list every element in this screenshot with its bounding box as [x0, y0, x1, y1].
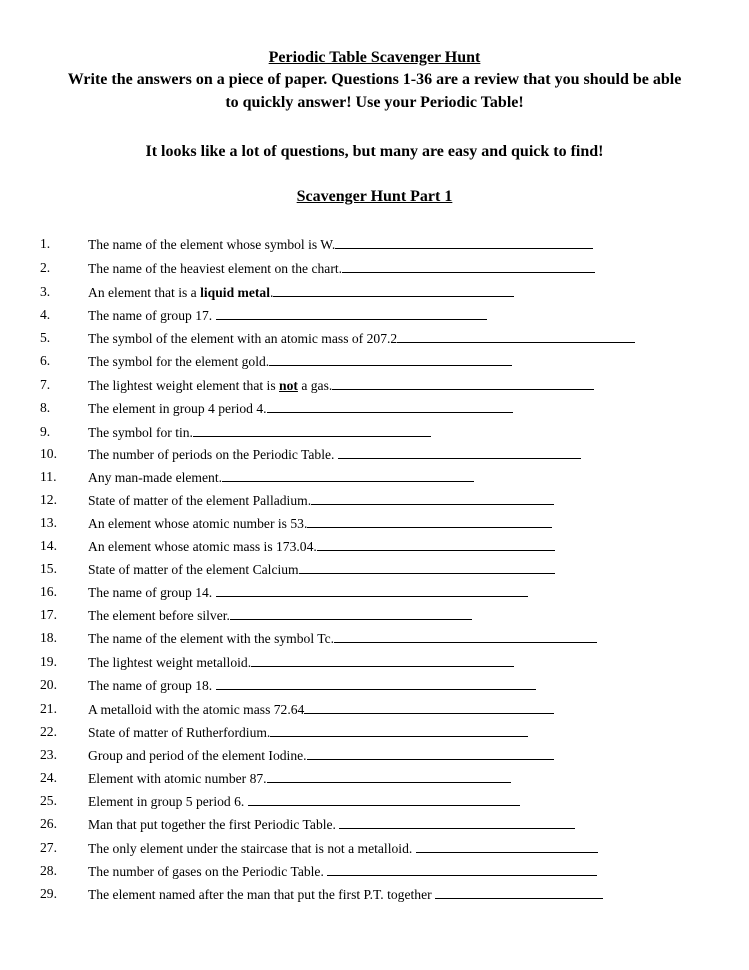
- question-text: The element in group 4 period 4.: [88, 401, 267, 416]
- question-text: The element before silver.: [88, 608, 230, 623]
- question-text: The only element under the staircase that is not a metalloid.: [88, 841, 416, 856]
- question-text: The symbol for the element gold.: [88, 354, 270, 369]
- question-body: [88, 793, 520, 810]
- answer-blank[interactable]: [339, 816, 575, 829]
- answer-blank[interactable]: [269, 353, 512, 366]
- answer-blank[interactable]: [416, 840, 598, 853]
- answer-blank[interactable]: [397, 330, 635, 343]
- question-body: [88, 469, 474, 486]
- question-body: [88, 330, 635, 347]
- question-text: Group and period of the element Iodine.: [88, 748, 307, 763]
- answer-blank[interactable]: [435, 886, 603, 899]
- question-body: [88, 677, 536, 694]
- question-number: 13.: [40, 515, 57, 530]
- title-text: Periodic Table Scavenger Hunt: [268, 49, 481, 66]
- question-body: [88, 747, 554, 764]
- question-number: 17.: [40, 607, 57, 622]
- question-number: 9.: [40, 424, 51, 439]
- question-text: Element with atomic number 87.: [88, 771, 267, 786]
- question-body: [88, 816, 575, 833]
- question-number: 7.: [40, 377, 51, 392]
- instructions-line-1: Write the answers on a piece of paper. Questions 1-36 are a review that you should be able: [67, 71, 682, 88]
- question-body: [88, 701, 554, 718]
- question-text: An element whose atomic mass is 173.04.: [88, 539, 317, 554]
- answer-blank[interactable]: [216, 584, 528, 597]
- question-body: [88, 886, 603, 903]
- worksheet-title: [0, 47, 749, 69]
- question-body: [88, 492, 554, 509]
- question-body: [88, 446, 581, 463]
- part-title: [0, 186, 749, 208]
- question-body: [88, 400, 513, 417]
- instructions-line-2: to quickly answer! Use your Periodic Table!: [225, 94, 524, 111]
- question-text: The name of the element whose symbol is W.: [88, 237, 336, 252]
- question-number: 25.: [40, 793, 57, 808]
- part-title-text: Scavenger Hunt Part 1: [296, 188, 453, 205]
- question-text: The element named after the man that put the first P.T. together: [88, 887, 436, 902]
- question-text: The lightest weight metalloid.: [88, 655, 252, 670]
- question-body: [88, 770, 511, 787]
- question-text: Man that put together the first Periodic Table.: [88, 817, 340, 832]
- question-text: Element in group 5 period 6.: [88, 794, 248, 809]
- answer-blank[interactable]: [193, 424, 431, 437]
- question-number: 29.: [40, 886, 57, 901]
- answer-blank[interactable]: [338, 446, 581, 459]
- question-text: The number of gases on the Periodic Table.: [88, 864, 328, 879]
- question-text: Any man-made element.: [88, 470, 222, 485]
- question-number: 12.: [40, 492, 57, 507]
- question-emphasis: not: [279, 378, 298, 393]
- question-number: 2.: [40, 260, 51, 275]
- answer-blank[interactable]: [230, 607, 472, 620]
- answer-blank[interactable]: [335, 236, 593, 249]
- question-number: 27.: [40, 840, 57, 855]
- question-body: [88, 377, 594, 394]
- question-text: State of matter of the element Calcium: [88, 562, 299, 577]
- question-number: 22.: [40, 724, 57, 739]
- answer-blank[interactable]: [317, 538, 555, 551]
- question-body: [88, 236, 593, 253]
- question-text: The name of group 17.: [88, 308, 216, 323]
- question-body: [88, 724, 528, 741]
- question-text-start: An element that is a: [88, 285, 201, 300]
- question-number: 28.: [40, 863, 57, 878]
- question-body: [88, 538, 555, 555]
- question-text: State of matter of Rutherfordium.: [88, 725, 271, 740]
- answer-blank[interactable]: [222, 469, 474, 482]
- answer-blank[interactable]: [299, 561, 555, 574]
- question-number: 4.: [40, 307, 51, 322]
- answer-blank[interactable]: [216, 307, 487, 320]
- question-body: [88, 307, 487, 324]
- answer-blank[interactable]: [267, 400, 513, 413]
- question-number: 23.: [40, 747, 57, 762]
- answer-blank[interactable]: [270, 724, 528, 737]
- answer-blank[interactable]: [267, 770, 511, 783]
- answer-blank[interactable]: [332, 377, 594, 390]
- question-text: The number of periods on the Periodic Table.: [88, 447, 338, 462]
- answer-blank[interactable]: [334, 630, 597, 643]
- question-number: 3.: [40, 284, 51, 299]
- question-number: 24.: [40, 770, 57, 785]
- answer-blank[interactable]: [304, 701, 554, 714]
- question-number: 11.: [40, 469, 57, 484]
- question-number: 15.: [40, 561, 57, 576]
- question-text: The name of group 14.: [88, 585, 216, 600]
- answer-blank[interactable]: [327, 863, 597, 876]
- question-body: [88, 654, 514, 671]
- answer-blank[interactable]: [251, 654, 514, 667]
- answer-blank[interactable]: [273, 284, 514, 297]
- question-number: 6.: [40, 353, 51, 368]
- question-body: [88, 424, 431, 441]
- question-text: The symbol for tin.: [88, 425, 193, 440]
- question-body: [88, 863, 597, 880]
- question-body: [88, 284, 514, 301]
- question-text: An element whose atomic number is 53.: [88, 516, 308, 531]
- answer-blank[interactable]: [307, 515, 552, 528]
- question-number: 18.: [40, 630, 57, 645]
- question-body: [88, 561, 555, 578]
- question-text: The name of the element with the symbol Tc.: [88, 631, 335, 646]
- question-number: 1.: [40, 236, 51, 251]
- answer-blank[interactable]: [216, 677, 536, 690]
- note-text: It looks like a lot of questions, but many are easy and quick to find!: [145, 143, 604, 160]
- question-body: [88, 260, 595, 277]
- question-text: State of matter of the element Palladium.: [88, 493, 312, 508]
- answer-blank[interactable]: [248, 793, 520, 806]
- answer-blank[interactable]: [311, 492, 554, 505]
- question-text: A metalloid with the atomic mass 72.64: [88, 702, 305, 717]
- question-number: 20.: [40, 677, 57, 692]
- question-body: [88, 607, 472, 624]
- question-text: The name of the heaviest element on the chart.: [88, 261, 343, 276]
- question-text-end: a gas.: [297, 378, 333, 393]
- answer-blank[interactable]: [307, 747, 554, 760]
- question-text: The name of group 18.: [88, 678, 216, 693]
- question-text-end: .: [270, 285, 274, 300]
- question-body: [88, 630, 597, 647]
- question-number: 5.: [40, 330, 51, 345]
- question-emphasis: liquid metal: [200, 285, 270, 300]
- answer-blank[interactable]: [342, 260, 595, 273]
- question-body: [88, 584, 528, 601]
- question-body: [88, 353, 512, 370]
- question-number: 14.: [40, 538, 57, 553]
- question-number: 26.: [40, 816, 57, 831]
- question-number: 21.: [40, 701, 57, 716]
- question-number: 19.: [40, 654, 57, 669]
- question-body: [88, 840, 598, 857]
- question-body: [88, 515, 552, 532]
- question-number: 8.: [40, 400, 51, 415]
- question-text-start: The lightest weight element that is: [88, 378, 280, 393]
- question-number: 16.: [40, 584, 57, 599]
- question-number: 10.: [40, 446, 57, 461]
- question-text: The symbol of the element with an atomic mass of 207.2: [88, 331, 398, 346]
